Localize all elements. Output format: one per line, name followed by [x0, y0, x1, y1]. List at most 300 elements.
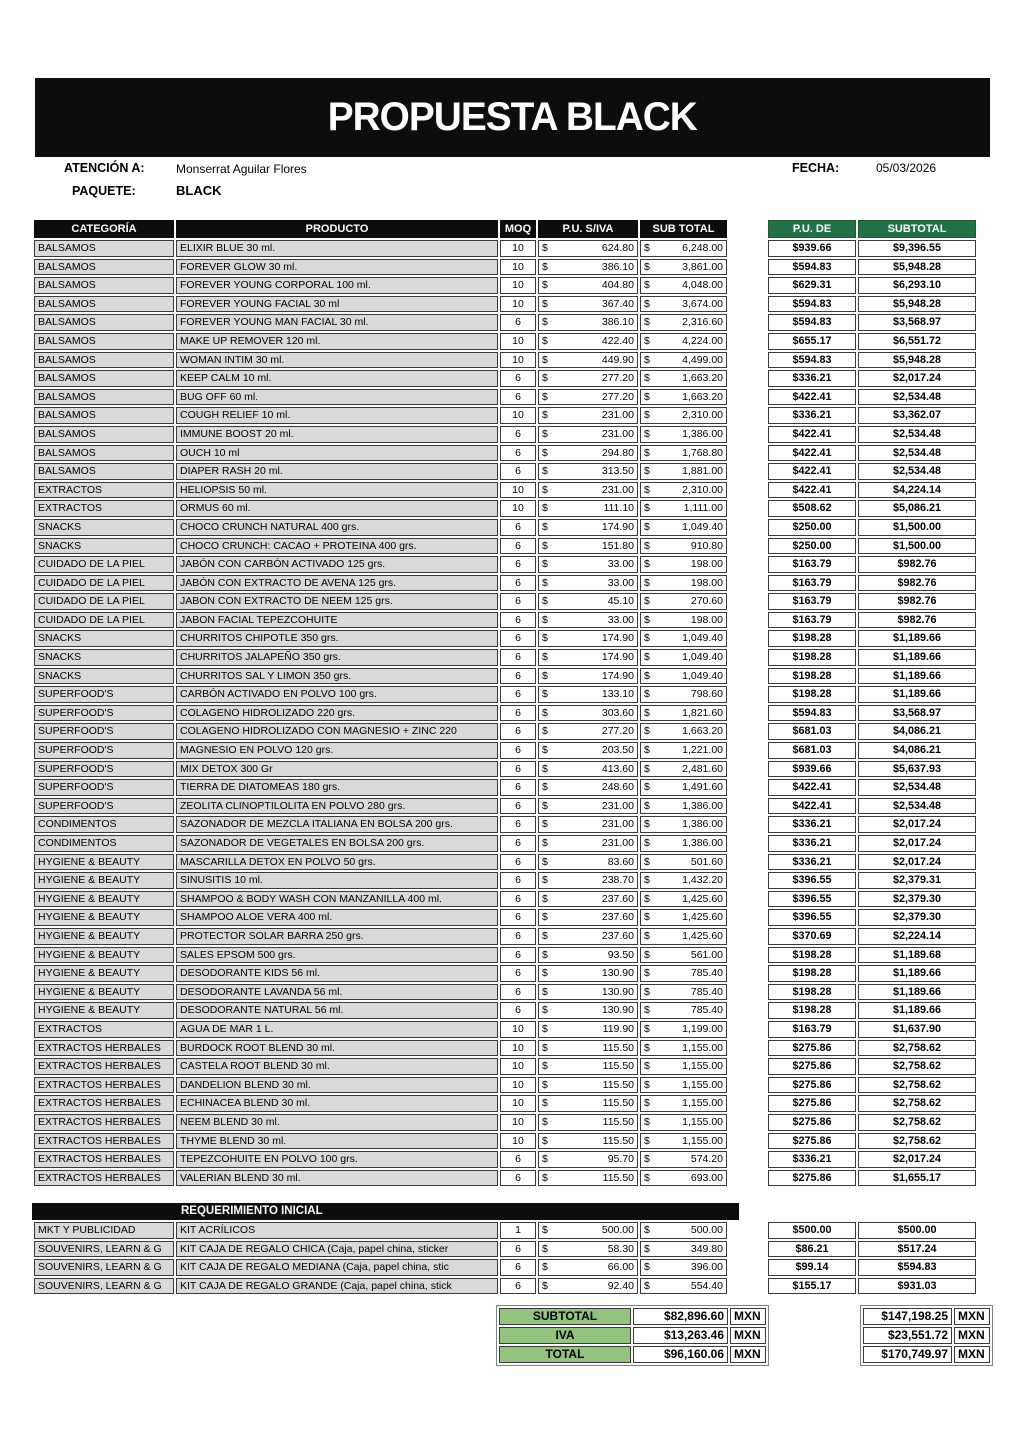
currency-symbol: $ [644, 427, 650, 440]
cell-subtotal [640, 1259, 727, 1276]
totals-box-right [860, 1305, 993, 1366]
amount: 1,386.00 [682, 427, 723, 440]
total-value-right: $147,198.25 [863, 1308, 952, 1325]
cell-moq: 6 [500, 593, 536, 610]
amount: 231.00 [601, 799, 634, 812]
cell-moq: 6 [500, 798, 536, 815]
table-row [768, 277, 976, 294]
cell-producto: JABÓN CON EXTRACTO DE AVENA 125 grs. [176, 575, 498, 592]
amount: 119.90 [602, 1022, 634, 1035]
cell-pu-siva [538, 891, 638, 908]
table-row [768, 947, 976, 964]
currency-symbol: $ [542, 781, 548, 794]
cell-categoria: HYGIENE & BEAUTY [34, 928, 174, 945]
cell-categoria: HYGIENE & BEAUTY [34, 965, 174, 982]
currency-symbol: $ [644, 892, 650, 905]
amount: 130.90 [601, 985, 634, 998]
cell-subtotal [640, 705, 727, 722]
currency-symbol: $ [542, 967, 548, 980]
amount: 238.70 [601, 874, 634, 887]
cell-producto: SHAMPOO ALOE VERA 400 ml. [176, 909, 498, 926]
cell-subtotal [640, 389, 727, 406]
amount: 785.40 [690, 1004, 723, 1017]
currency-symbol: $ [644, 818, 650, 831]
cell-pu-de: $250.00 [768, 538, 856, 555]
cell-subtotal [640, 482, 727, 499]
cell-moq: 6 [500, 556, 536, 573]
cell-pu-siva [538, 1222, 638, 1239]
cell-subtotal [640, 630, 727, 647]
cell-subtotal-right: $982.76 [858, 556, 976, 573]
cell-subtotal [640, 1095, 727, 1112]
cell-subtotal [640, 370, 727, 387]
cell-pu-de: $275.86 [768, 1077, 856, 1094]
cell-producto: COUGH RELIEF 10 ml. [176, 407, 498, 424]
amount: 422.40 [601, 334, 634, 347]
cell-pu-de: $198.28 [768, 965, 856, 982]
amount: 231.00 [601, 837, 634, 849]
currency-symbol: $ [644, 390, 650, 403]
requerimiento-section [32, 1203, 739, 1296]
amount: 4,499.00 [682, 353, 723, 366]
table-row [768, 1151, 976, 1168]
currency-symbol: $ [644, 297, 650, 310]
currency-symbol: $ [644, 1279, 650, 1292]
cell-moq: 6 [500, 891, 536, 908]
cell-producto: DIAPER RASH 20 ml. [176, 463, 498, 480]
amount: 1,155.00 [682, 1134, 723, 1147]
cell-pu-de: $594.83 [768, 314, 856, 331]
requerimiento-table [32, 1220, 729, 1296]
cell-moq: 6 [500, 445, 536, 462]
currency-symbol: $ [542, 279, 548, 292]
table-row [34, 909, 727, 926]
currency-symbol: $ [644, 1153, 650, 1166]
cell-moq: 10 [500, 500, 536, 517]
cell-subtotal [640, 779, 727, 796]
cell-moq: 6 [500, 761, 536, 778]
currency-symbol: $ [542, 874, 548, 887]
cell-moq: 6 [500, 612, 536, 629]
amount: 111.10 [603, 502, 634, 515]
cell-moq: 10 [500, 1040, 536, 1057]
currency-symbol: $ [542, 1078, 548, 1091]
cell-pu-de: $681.03 [768, 742, 856, 759]
currency-symbol: $ [644, 985, 650, 998]
cell-subtotal [640, 612, 727, 629]
cell-producto: SAZONADOR DE MEZCLA ITALIANA EN BOLSA 200 grs. [176, 816, 498, 833]
cell-moq: 10 [500, 352, 536, 369]
cell-categoria: SOUVENIRS, LEARN & G [34, 1278, 174, 1295]
table-row [768, 1002, 976, 1019]
cell-moq: 6 [500, 519, 536, 536]
cell-categoria: BALSAMOS [34, 314, 174, 331]
cell-producto: KIT ACRÍLICOS [176, 1222, 498, 1239]
cell-subtotal-right: $2,534.48 [858, 779, 976, 796]
table-row [768, 965, 976, 982]
cell-subtotal-right: $1,189.66 [858, 1002, 976, 1019]
currency-symbol: $ [644, 1004, 650, 1017]
amount: 33.00 [607, 613, 634, 626]
cell-pu-siva [538, 352, 638, 369]
cell-subtotal [640, 947, 727, 964]
total-value-right: $23,551.72 [863, 1327, 952, 1344]
cell-pu-de: $500.00 [768, 1222, 856, 1239]
cell-producto: MAGNESIO EN POLVO 120 grs. [176, 742, 498, 759]
cell-pu-siva [538, 463, 638, 480]
cell-pu-de: $422.41 [768, 389, 856, 406]
table-row [34, 259, 727, 276]
currency-symbol: $ [644, 372, 650, 385]
table-row [34, 519, 727, 536]
amount: 1,049.40 [682, 632, 723, 645]
cell-pu-de: $336.21 [768, 835, 856, 852]
cell-pu-siva [538, 1040, 638, 1057]
header-categoria: CATEGORÍA [34, 220, 174, 238]
table-row [768, 407, 976, 424]
table-row [768, 333, 976, 350]
cell-pu-siva [538, 686, 638, 703]
cell-subtotal-right: $2,379.31 [858, 872, 976, 889]
cell-pu-siva [538, 872, 638, 889]
cell-categoria: EXTRACTOS HERBALES [34, 1058, 174, 1075]
cell-subtotal [640, 1114, 727, 1131]
cell-subtotal-right: $2,758.62 [858, 1095, 976, 1112]
amount: 174.90 [601, 520, 634, 533]
amount: 785.40 [690, 967, 723, 980]
currency-symbol: $ [542, 1261, 548, 1274]
amount: 693.00 [690, 1171, 723, 1184]
cell-producto: CASTELA ROOT BLEND 30 ml. [176, 1058, 498, 1075]
table-row [34, 668, 727, 685]
cell-pu-de: $336.21 [768, 816, 856, 833]
currency-symbol: $ [542, 911, 548, 924]
amount: 231.00 [601, 483, 634, 496]
cell-producto: COLAGENO HIDROLIZADO 220 grs. [176, 705, 498, 722]
amount: 83.60 [607, 855, 634, 868]
amount: 115.50 [602, 1171, 634, 1184]
table-row [34, 352, 727, 369]
cell-subtotal-right: $1,655.17 [858, 1170, 976, 1187]
cell-pu-de: $163.79 [768, 1021, 856, 1038]
cell-pu-siva [538, 798, 638, 815]
cell-producto: CHURRITOS JALAPEÑO 350 grs. [176, 649, 498, 666]
total-currency-right: MXN [954, 1346, 990, 1363]
table-row [768, 816, 976, 833]
cell-pu-de: $396.55 [768, 909, 856, 926]
amount: 413.60 [601, 762, 634, 775]
cell-subtotal-right: $500.00 [858, 1222, 976, 1239]
currency-symbol: $ [542, 799, 548, 812]
cell-categoria: SOUVENIRS, LEARN & G [34, 1259, 174, 1276]
cell-moq: 10 [500, 259, 536, 276]
amount: 1,821.60 [682, 706, 723, 719]
total-currency: MXN [730, 1327, 766, 1344]
amount: 449.90 [601, 353, 634, 366]
cell-subtotal-right: $1,189.66 [858, 984, 976, 1001]
currency-symbol: $ [644, 1224, 650, 1236]
cell-categoria: CUIDADO DE LA PIEL [34, 593, 174, 610]
cell-categoria: BALSAMOS [34, 296, 174, 313]
cell-pu-de: $594.83 [768, 259, 856, 276]
table-row [34, 630, 727, 647]
cell-subtotal-right: $5,948.28 [858, 296, 976, 313]
amount: 115.50 [602, 1134, 634, 1147]
table-row [768, 556, 976, 573]
amount: 1,881.00 [682, 465, 723, 478]
cell-pu-siva [538, 705, 638, 722]
amount: 1,049.40 [682, 651, 723, 664]
cell-pu-siva [538, 612, 638, 629]
cell-producto: COLAGENO HIDROLIZADO CON MAGNESIO + ZINC 220 [176, 723, 498, 740]
cell-categoria: MKT Y PUBLICIDAD [34, 1222, 174, 1239]
amount: 2,481.60 [682, 762, 723, 775]
cell-pu-de: $681.03 [768, 723, 856, 740]
table-row [34, 333, 727, 350]
currency-symbol: $ [542, 948, 548, 961]
cell-categoria: SNACKS [34, 519, 174, 536]
table-row [34, 389, 727, 406]
cell-subtotal [640, 407, 727, 424]
amount: 270.60 [690, 595, 723, 608]
currency-symbol: $ [644, 1041, 650, 1054]
amount: 277.20 [601, 725, 634, 738]
cell-subtotal-right: $982.76 [858, 612, 976, 629]
currency-symbol: $ [542, 372, 548, 385]
table-row [34, 761, 727, 778]
currency-symbol: $ [644, 725, 650, 738]
cell-pu-siva [538, 482, 638, 499]
currency-symbol: $ [542, 1242, 548, 1255]
currency-symbol: $ [542, 929, 548, 942]
cell-producto: WOMAN INTIM 30 ml. [176, 352, 498, 369]
amount: 2,310.00 [682, 483, 723, 496]
cell-moq: 10 [500, 240, 536, 257]
cell-pu-siva [538, 500, 638, 517]
currency-symbol: $ [644, 799, 650, 812]
cell-producto: PROTECTOR SOLAR BARRA 250 grs. [176, 928, 498, 945]
currency-symbol: $ [644, 595, 650, 608]
currency-symbol: $ [644, 539, 650, 552]
header-subtotal-right: SUBTOTAL [858, 220, 976, 238]
cell-producto: CARBÓN ACTIVADO EN POLVO 100 grs. [176, 686, 498, 703]
amount: 277.20 [601, 390, 634, 403]
cell-subtotal-right: $1,500.00 [858, 538, 976, 555]
table-row [34, 1222, 727, 1239]
cell-categoria: SUPERFOOD'S [34, 686, 174, 703]
page-title: PROPUESTA BLACK [327, 95, 698, 139]
amount: 133.10 [601, 688, 634, 701]
cell-subtotal-right: $517.24 [858, 1241, 976, 1258]
table-row [768, 575, 976, 592]
table-row [34, 1058, 727, 1075]
cell-pu-siva [538, 1058, 638, 1075]
cell-moq: 6 [500, 872, 536, 889]
table-row [768, 761, 976, 778]
cell-categoria: BALSAMOS [34, 445, 174, 462]
cell-pu-de: $396.55 [768, 891, 856, 908]
cell-subtotal-right: $3,568.97 [858, 705, 976, 722]
cell-categoria: BALSAMOS [34, 463, 174, 480]
cell-categoria: HYGIENE & BEAUTY [34, 854, 174, 871]
cell-subtotal [640, 314, 727, 331]
table-row [768, 649, 976, 666]
requerimiento-title: REQUERIMIENTO INICIAL [32, 1203, 739, 1220]
amount: 45.10 [607, 595, 634, 608]
currency-symbol: $ [644, 409, 650, 422]
amount: 1,663.20 [682, 372, 723, 385]
cell-subtotal [640, 240, 727, 257]
cell-categoria: EXTRACTOS [34, 482, 174, 499]
cell-categoria: HYGIENE & BEAUTY [34, 947, 174, 964]
cell-subtotal-right: $5,948.28 [858, 259, 976, 276]
totals-table-right [861, 1306, 992, 1365]
amount: 1,199.00 [682, 1022, 723, 1035]
cell-subtotal [640, 872, 727, 889]
cell-subtotal [640, 426, 727, 443]
cell-producto: SHAMPOO & BODY WASH CON MANZANILLA 400 ml. [176, 891, 498, 908]
table-row [34, 407, 727, 424]
cell-subtotal [640, 1222, 727, 1239]
cell-pu-siva [538, 556, 638, 573]
table-row [34, 296, 727, 313]
cell-producto: NEEM BLEND 30 ml. [176, 1114, 498, 1131]
table-row [34, 426, 727, 443]
table-row [34, 370, 727, 387]
amount: 574.20 [690, 1153, 723, 1166]
cell-moq: 6 [500, 1278, 536, 1295]
currency-symbol: $ [644, 1242, 650, 1255]
currency-symbol: $ [542, 837, 548, 849]
cell-producto: VALERIAN BLEND 30 ml. [176, 1170, 498, 1187]
cell-producto: THYME BLEND 30 ml. [176, 1133, 498, 1150]
cell-moq: 6 [500, 1259, 536, 1276]
table-row [34, 872, 727, 889]
currency-symbol: $ [542, 632, 548, 645]
cell-pu-siva [538, 1259, 638, 1276]
table-row [768, 296, 976, 313]
cell-categoria: SUPERFOOD'S [34, 761, 174, 778]
table-row [768, 1170, 976, 1187]
cell-producto: SALES EPSOM 500 grs. [176, 947, 498, 964]
amount: 231.00 [601, 409, 634, 422]
cell-producto: JABON CON EXTRACTO DE NEEM 125 grs. [176, 593, 498, 610]
cell-categoria: CONDIMENTOS [34, 835, 174, 852]
cell-categoria: EXTRACTOS HERBALES [34, 1151, 174, 1168]
cell-subtotal-right: $2,017.24 [858, 1151, 976, 1168]
cell-pu-de: $163.79 [768, 612, 856, 629]
amount: 396.00 [690, 1261, 723, 1274]
cell-categoria: EXTRACTOS HERBALES [34, 1170, 174, 1187]
amount: 313.50 [601, 465, 634, 478]
amount: 4,048.00 [682, 279, 723, 292]
amount: 198.00 [690, 558, 723, 571]
cell-moq: 1 [500, 1222, 536, 1239]
table-row [768, 1259, 976, 1276]
cell-categoria: BALSAMOS [34, 407, 174, 424]
cell-categoria: EXTRACTOS HERBALES [34, 1095, 174, 1112]
table-row [34, 1095, 727, 1112]
amount: 58.30 [607, 1242, 634, 1255]
currency-symbol: $ [542, 520, 548, 533]
amount: 501.60 [690, 855, 723, 868]
cell-subtotal-right: $2,758.62 [858, 1058, 976, 1075]
table-row [34, 500, 727, 517]
cell-producto: KIT CAJA DE REGALO CHICA (Caja, papel china, sticker [176, 1241, 498, 1258]
cell-categoria: CUIDADO DE LA PIEL [34, 556, 174, 573]
currency-symbol: $ [644, 874, 650, 887]
cell-pu-siva [538, 445, 638, 462]
cell-pu-siva [538, 259, 638, 276]
cell-pu-de: $336.21 [768, 854, 856, 871]
cell-subtotal [640, 668, 727, 685]
currency-symbol: $ [644, 669, 650, 682]
cell-categoria: SNACKS [34, 668, 174, 685]
currency-symbol: $ [644, 948, 650, 961]
table-row [768, 854, 976, 871]
fecha-value: 05/03/2026 [876, 161, 937, 175]
header-pu-de: P.U. DE [768, 220, 856, 238]
cell-subtotal-right: $1,189.68 [858, 947, 976, 964]
table-row [34, 649, 727, 666]
cell-pu-de: $275.86 [768, 1095, 856, 1112]
cell-pu-siva [538, 835, 638, 852]
total-value: $13,263.46 [633, 1327, 728, 1344]
cell-categoria: SUPERFOOD'S [34, 798, 174, 815]
currency-symbol: $ [644, 1060, 650, 1073]
total-value: $82,896.60 [633, 1308, 728, 1325]
table-row [34, 612, 727, 629]
cell-subtotal-right: $2,534.48 [858, 445, 976, 462]
table-row [768, 798, 976, 815]
cell-pu-siva [538, 333, 638, 350]
cell-pu-siva [538, 1170, 638, 1187]
cell-moq: 6 [500, 1170, 536, 1187]
amount: 1,049.40 [682, 520, 723, 533]
cell-subtotal-right: $5,948.28 [858, 352, 976, 369]
amount: 386.10 [601, 316, 634, 329]
cell-categoria: HYGIENE & BEAUTY [34, 909, 174, 926]
cell-categoria: BALSAMOS [34, 277, 174, 294]
cell-pu-de: $336.21 [768, 370, 856, 387]
cell-producto: OUCH 10 ml [176, 445, 498, 462]
cell-moq: 6 [500, 779, 536, 796]
currency-symbol: $ [542, 1004, 548, 1017]
cell-categoria: BALSAMOS [34, 370, 174, 387]
cell-subtotal-right: $1,189.66 [858, 630, 976, 647]
currency-symbol: $ [542, 297, 548, 310]
currency-symbol: $ [542, 1224, 548, 1236]
cell-pu-siva [538, 854, 638, 871]
cell-producto: FOREVER YOUNG CORPORAL 100 ml. [176, 277, 498, 294]
cell-moq: 6 [500, 742, 536, 759]
amount: 95.70 [607, 1153, 634, 1166]
cell-moq: 10 [500, 1058, 536, 1075]
amount: 4,224.00 [682, 334, 723, 347]
table-row [34, 240, 727, 257]
cell-moq: 6 [500, 723, 536, 740]
cell-subtotal [640, 984, 727, 1001]
header-subtotal: SUB TOTAL [640, 220, 727, 238]
cell-producto: FOREVER YOUNG FACIAL 30 ml [176, 296, 498, 313]
cell-producto: ORMUS 60 ml. [176, 500, 498, 517]
cell-producto: FOREVER GLOW 30 ml. [176, 259, 498, 276]
amount: 910.80 [690, 539, 723, 552]
cell-producto: KIT CAJA DE REGALO GRANDE (Caja, papel china, stick [176, 1278, 498, 1295]
amount: 203.50 [601, 744, 634, 757]
cell-categoria: HYGIENE & BEAUTY [34, 1002, 174, 1019]
table-row [768, 1222, 976, 1239]
